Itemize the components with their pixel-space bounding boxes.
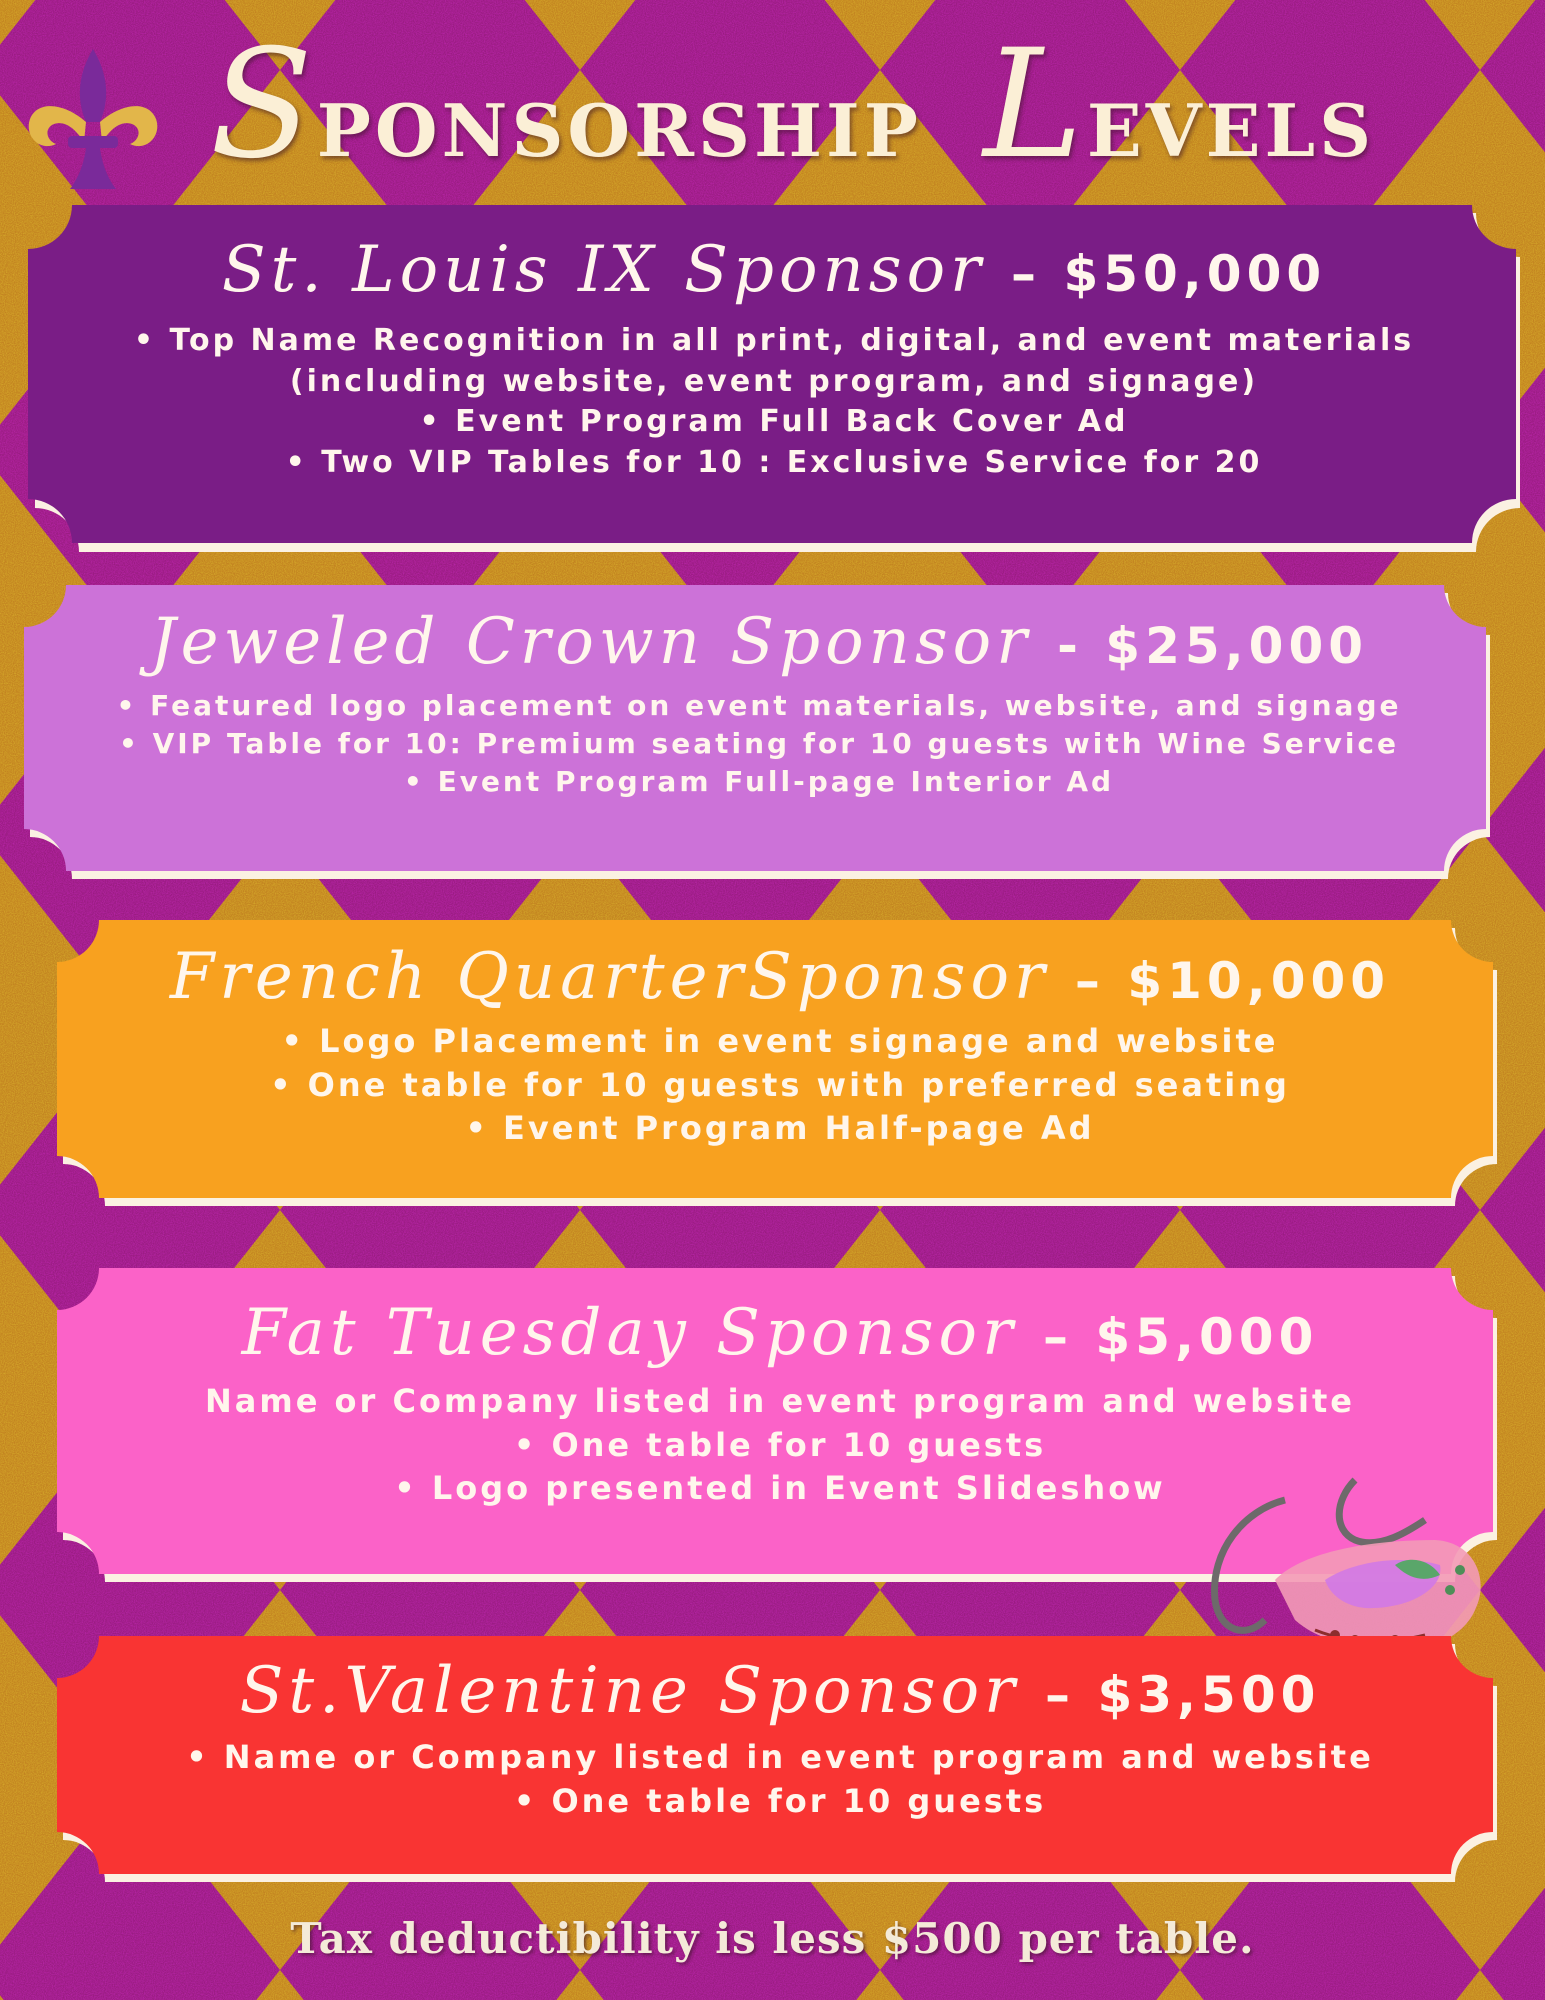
benefit-item: • One table for 10 guests (513, 1781, 1047, 1820)
tier-card-st-louis (24, 205, 1524, 560)
benefit-item: • Event Program Full Back Cover Ad (419, 404, 1129, 440)
tier-card-french-quarter (55, 920, 1505, 1210)
tier-title: Fat Tuesday Sponsor – $5,000 (241, 1296, 1319, 1370)
benefit-item: • Two VIP Tables for 10 : Exclusive Service for 20 (285, 444, 1263, 480)
benefit-item: • VIP Table for 10: Premium seating for 10 guests with Wine Service (118, 727, 1400, 761)
page-title (210, 18, 1410, 192)
title-capital-s: S (210, 18, 317, 192)
title-word-levels: EVELS (1086, 88, 1376, 173)
title-capital-l: L (983, 18, 1087, 192)
tier-price: – $3,500 (1045, 1666, 1321, 1724)
tax-note: Tax deductibility is less $500 per table. (290, 1914, 1255, 1963)
tier-title: St.Valentine Sponsor – $3,500 (239, 1654, 1321, 1728)
benefit-item: • One table for 10 guests (513, 1425, 1047, 1464)
benefit-item: • Logo presented in Event Slideshow (394, 1468, 1166, 1507)
tier-price: – $5,000 (1043, 1308, 1319, 1366)
tier-price: - $25,000 (1057, 617, 1369, 675)
title-word-sponsorship: PONSORSHIP (316, 88, 922, 173)
benefit-item: • One table for 10 guests with preferred seating (270, 1065, 1290, 1104)
benefit-item: (including website, event program, and signage) (289, 363, 1259, 399)
tier-title: French QuarterSponsor – $10,000 (169, 940, 1391, 1014)
benefit-item: • Top Name Recognition in all print, digital, and event materials (133, 323, 1415, 359)
benefit-item: • Event Program Half-page Ad (465, 1108, 1095, 1147)
tier-title: Jeweled Crown Sponsor - $25,000 (149, 605, 1369, 679)
benefit-item: • Name or Company listed in event program and website (186, 1738, 1374, 1777)
benefit-item: • Featured logo placement on event materials, website, and signage (116, 689, 1402, 723)
tier-card-st-valentine (55, 1636, 1505, 1891)
benefit-item: Name or Company listed in event program and website (204, 1382, 1355, 1421)
fleur-de-lis-icon (18, 44, 168, 194)
benefit-item: • Logo Placement in event signage and website (281, 1022, 1279, 1061)
tier-title: St. Louis IX Sponsor – $50,000 (221, 233, 1327, 307)
tier-card-jeweled-crown (20, 585, 1498, 885)
benefit-item: • Event Program Full-page Interior Ad (403, 764, 1115, 798)
tier-price: – $50,000 (1011, 245, 1327, 303)
tier-price: – $10,000 (1074, 952, 1391, 1010)
